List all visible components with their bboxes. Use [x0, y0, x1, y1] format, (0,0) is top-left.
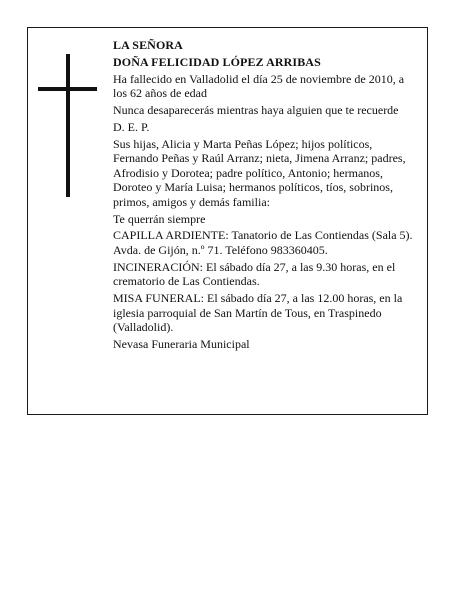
memorial-quote: Nunca desaparecerás mientras haya alguien que te recuerde [113, 102, 399, 117]
cross-horizontal-bar [38, 87, 97, 91]
mass-details: MISA FUNERAL: El sábado día 27, a las 12.00 horas, en la iglesia parroquial de San Martín de Tous, en Traspinedo (Valladolid). [113, 291, 403, 335]
funeral-home: Nevasa Funeraria Municipal [113, 337, 250, 352]
family-list: Sus hijas, Alicia y Marta Peñas López; hijos políticos, Fernando Peñas y Raúl Arranz; nieta, Jimena Arranz; padres, Afrodisio y Dorotea; padre político, Antonio; hermanos, Doroteo y María Luisa; hermanos políticos, tíos, sobrinos, primos, amigos y demás familia: [113, 136, 406, 209]
deceased-name: DOÑA FELICIDAD LÓPEZ ARRIBAS [113, 54, 321, 69]
rip-text: D. E. P. [113, 119, 150, 134]
obituary-text [113, 38, 415, 354]
cremation-details: INCINERACIÓN: El sábado día 27, a las 9.30 horas, en el crematorio de Las Contiendas. [113, 259, 396, 289]
cross-icon [38, 54, 97, 197]
death-announcement: Ha fallecido en Valladolid el día 25 de noviembre de 2010, a los 62 años de edad [113, 71, 405, 101]
cross-vertical-bar [66, 54, 70, 197]
farewell-text: Te querrán siempre [113, 211, 206, 226]
chapel-details: CAPILLA ARDIENTE: Tanatorio de Las Contiendas (Sala 5). Avda. de Gijón, n.º 71. Teléfono 983360405. [113, 228, 413, 258]
notice-title: LA SEÑORA [113, 38, 183, 52]
